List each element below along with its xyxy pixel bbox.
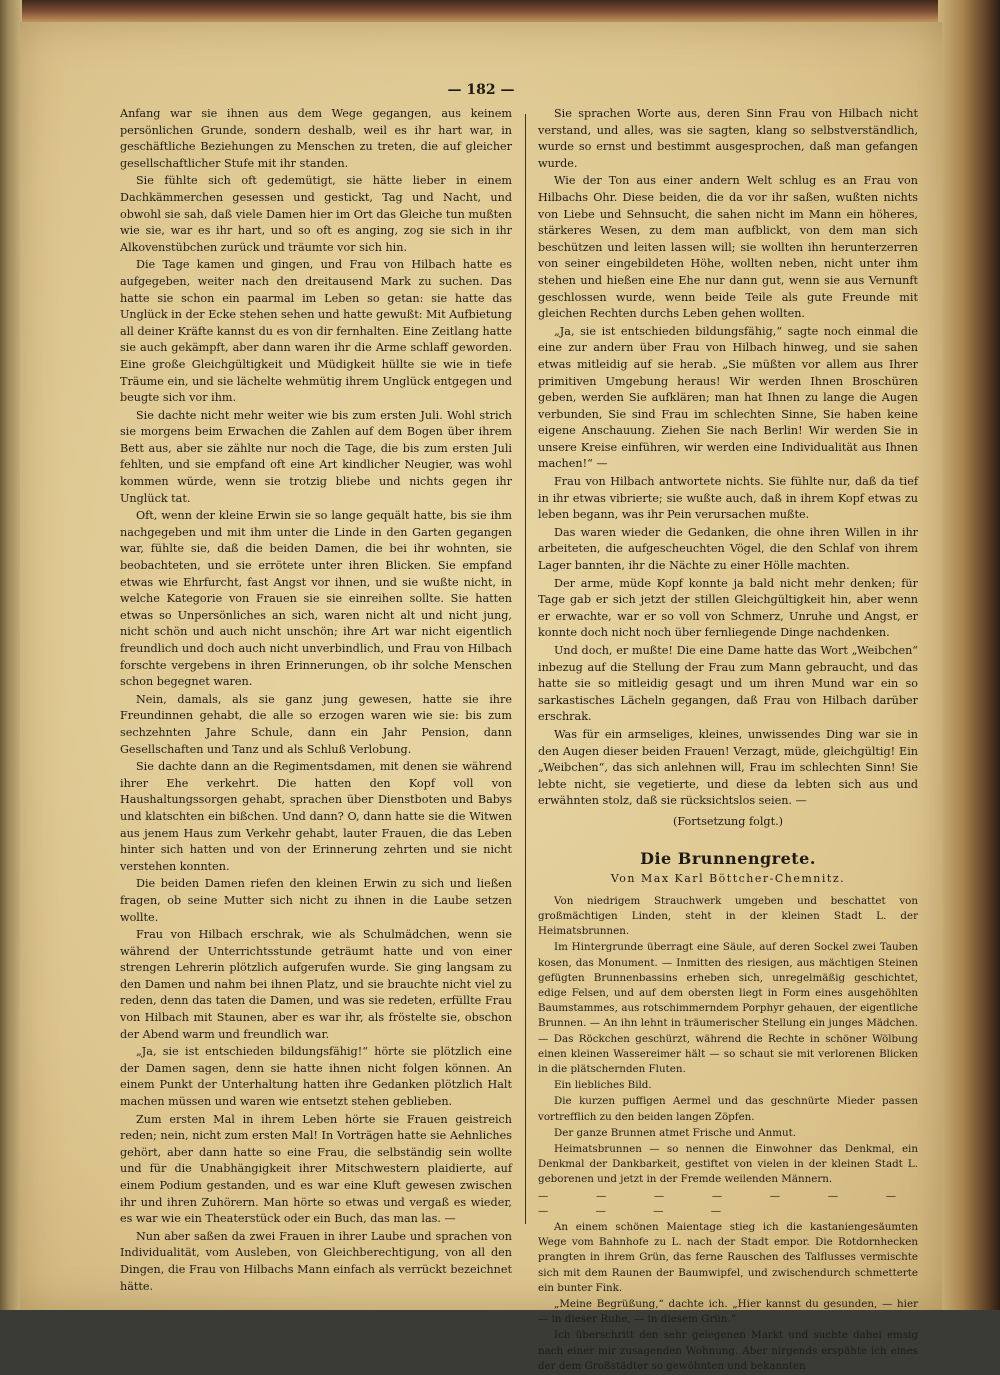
left-paragraph: Die Tage kamen und gingen, und Frau von Hilbach hatte es aufgegeben, weiter nach den dreitausend Mark zu suchen. Das hatte sie schon ein paarmal im Leben so getan: sie hatte das Unglück in der Ecke stehen sehen und hatte gewußt: Mit Aufbietung all deiner Kräfte kannst du es von dir fernhalten. Eine Zeitlang hatte sie auch gekämpft, aber dann waren ihr die Arme schlaff geworden. Eine große Gleichgültigkeit und Müdigkeit hüllte sie wie in tiefe Träume ein, und sie lächelte wehmütig ihrem Unglück entgegen und beugte sich vor ihm. [120, 258, 512, 405]
right-paragraph: Das waren wieder die Gedanken, die ohne ihren Willen in ihr arbeiteten, die aufgescheuchten Vögel, die den Schlaf von ihrem Lager bannten, ihr die Nächte zu einer Hölle machten. [538, 525, 918, 573]
book-spine-left [0, 0, 22, 1310]
left-paragraph: Nein, damals, als sie ganz jung gewesen, hatte sie ihre Freundinnen gehabt, die alle so erzogen waren wie sie: bis zum sechzehnten Jahre Schule, dann ein Jahr Pension, dann Gesellschaften und Tanz und als Schluß Verlobung. [120, 692, 512, 756]
story-paragraph: Von niedrigem Strauchwerk umgeben und beschattet von großmächtigen Linden, steht in der kleinen Stadt L. der Heimatsbrunnen. [538, 894, 918, 938]
continued-note: (Fortsetzung folgt.) [672, 814, 783, 828]
story-byline: Von Max Karl Böttcher-Chemnitz. [610, 872, 846, 886]
right-paragraph: Der arme, müde Kopf konnte ja bald nicht mehr denken; für Tage gab er sich jetzt der stillen Gleichgültigkeit hin, aber wenn er erwachte, war er so voll von Schmerz, Unruhe und Angst, er konnte doch nicht noch über fernliegende Dinge nachdenken. [538, 576, 918, 640]
left-paragraph: Zum ersten Mal in ihrem Leben hörte sie Frauen geistreich reden; nein, nicht zum ersten Mal! In Vorträgen hatte sie Aehnliches gehört, aber dann hatte so eine Frau, die selbständig sein wollte und für die Unabhängigkeit ihrer Mitschwestern plaidierte, auf einem Podium gestanden, und es war eine Kluft gewesen zwischen ihr und ihren Zuhörern. Man hörte so etwas und vergaß es wieder, es war wie ein Theaterstück oder ein Buch, das man las. — [120, 1112, 512, 1226]
page-number: — 182 — [447, 82, 515, 98]
left-paragraph: Die beiden Damen riefen den kleinen Erwin zu sich und ließen fragen, ob seine Mutter sich nicht zu ihnen in die Laube setzen wollte. [120, 877, 512, 924]
book-page-edge-right [938, 0, 1000, 1310]
left-paragraph: Frau von Hilbach erschrak, wie als Schulmädchen, wenn sie während der Unterrichtsstunde geträumt hatte und von einer strengen Lehrerin plötzlich aufgerufen wurde. Sie ging langsam zu den Damen und nahm bei ihnen Platz, und sie brauchte nicht viel zu reden, denn das taten die Damen, und was sie redeten, erfüllte Frau von Hilbach mit Staunen, aber es war ihr, als fröstelte sie, obschon der Abend warm und freundlich war. [120, 928, 512, 1041]
story-paragraph: Im Hintergrunde überragt eine Säule, auf deren Sockel zwei Tauben kosen, das Monument. — Inmitten des riesigen, aus mächtigen Steinen gefügten Brunnenbassins erheben sich, unregelmäßig geschichtet, edige Felsen, und auf dem obersten liegt in Form eines ausgehöhlten Baumstammes, aus rotschimmerndem Porphyr gehauen, der eigentliche Brunnen. — An ihn lehnt in träumerischer Stellung ein junges Mädchen. — Das Röckchen geschürzt, während die Rechte in schöner Wölbung einen kleinen Wassereimer hält — so schaut sie mit verlorenen Blicken in die plätschernden Fluten. [538, 941, 918, 1075]
right-column [538, 106, 918, 1375]
left-column [120, 106, 512, 1296]
story-paragraph: Ein liebliches Bild. [554, 1079, 652, 1092]
right-paragraph: „Ja, sie ist entschieden bildungsfähig,“ sagte noch einmal die eine zur andern über Frau von Hilbach hinweg, und sie sahen etwas mitleidig auf sie herab. „Sie müßten vor allem aus Ihrer primitiven Umgebung heraus! Wir werden Ihnen Broschüren geben, werden Sie aufklären; man hat Ihnen zu lange die Augen verbunden, Sie sind Frau im schlechten Sinne, Sie haben keine eigene Anschauung. Ziehen Sie nach Berlin! Wir werden Sie in unsere Kreise einführen, wir werden eine Individualität aus Ihnen machen!“ — [538, 324, 918, 471]
story-paragraph: Die kurzen puffigen Aermel und das geschnürte Mieder passen vortrefflich zu den beiden langen Zöpfen. [538, 1095, 918, 1123]
right-paragraph: Und doch, er mußte! Die eine Dame hatte das Wort „Weibchen“ inbezug auf die Stellung der Frau zum Mann gebraucht, und das hatte sie so mitleidig gesagt und um ihren Mund war ein so sarkastisches Lächeln gegangen, daß Frau von Hilbach darüber erschrak. [538, 644, 918, 724]
left-paragraph: Oft, wenn der kleine Erwin sie so lange gequält hatte, bis sie ihm nachgegeben und mit ihm unter die Linde in den Garten gegangen war, fühlte sie, daß die beiden Damen, die bei ihr wohnten, sie beobachteten, und sie errötete unter ihren Blicken. Sie empfand etwas wie Ehrfurcht, fast Angst vor ihnen, und sie wußte nicht, in welche Kategorie von Frauen sie sie einreihen sollte. Sie hatten etwas so Unpersönliches an sich, waren nicht alt und nicht jung, nicht schön und auch nicht unschön; ihre Art war nicht eigentlich freundlich und doch auch nicht unverbindlich, und Frau von Hilbach forschte vergebens in ihren Erinnerungen, ob ihr solche Menschen schon begegnet waren. [120, 509, 512, 689]
right-paragraph: Frau von Hilbach antwortete nichts. Sie fühlte nur, daß da tief in ihr etwas vibrierte; sie wußte auch, daß in ihrem Kopf etwas zu leben begann, was ihr Pein verursachen mußte. [538, 475, 918, 522]
story-body [538, 894, 918, 1374]
column-divider [525, 114, 526, 1224]
story-paragraph: Ich überschritt den sehr gelegenen Markt und suchte dabei emsig nach einer mir zusagenden Wohnung. Aber nirgends erspähte ich eines der dem Großstädter so gewöhnten und bekannten [538, 1329, 918, 1372]
right-paragraph: Wie der Ton aus einer andern Welt schlug es an Frau von Hilbachs Ohr. Diese beiden, die da vor ihr saßen, wußten nichts von Liebe und Sehnsucht, die sahen nicht im Mann ein höheres, stärkeres Wesen, zu dem man aufblickt, von dem man sich beschützen und leiten lassen will; sie wollten ihn herunterzerren von seiner eingebildeten Höhe, wollten neben, nicht unter ihm stehen und hießen eine Ehe nur dann gut, wenn sie aus Vernunft geschlossen wurde, wenn beide Teile als gute Freunde mit gleichen Rechten durchs Leben gehen wollten. [538, 174, 918, 321]
right-paragraph: Was für ein armseliges, kleines, unwissendes Ding war sie in den Augen dieser beiden Frauen! Verzagt, müde, gleichgültig! Ein „Weibchen“, das sich anlehnen will, Frau im schlechten Sinn! Sie lebte nicht, sie vegetierte, und diese da lebten sich aus und erwähnten stolz, daß sie rücksichtslos seien. — [538, 727, 918, 808]
left-paragraph: „Ja, sie ist entschieden bildungsfähig!“ hörte sie plötzlich eine der Damen sagen, denn sie hatte ihnen nicht folgen können. An einem Punkt der Unterhaltung hatten ihre Gedanken plötzlich Halt machen müssen und waren wie entsetzt stehen geblieben. [120, 1045, 512, 1109]
story-paragraph: Der ganze Brunnen atmet Frische und Anmut. [554, 1126, 797, 1139]
left-paragraph: Sie fühlte sich oft gedemütigt, sie hätte lieber in einem Dachkämmerchen gesessen und gestickt, Tag und Nacht, und obwohl sie sah, daß viele Damen hier im Ort das Gleiche tun mußten wie sie, war es ihr hart, und so oft es anging, zog sie sich in ihr Alkovenstübchen zurück und träumte vor sich hin. [120, 174, 512, 254]
story-title: Die Brunnengrete. [640, 848, 816, 868]
section-dash-separator: — — — — — — — — — — — [538, 1189, 918, 1217]
right-paragraph: Sie sprachen Worte aus, deren Sinn Frau von Hilbach nicht verstand, und alles, was sie sagten, klang so selbstverständlich, wurde so ernst und bestimmt ausgesprochen, daß man gefangen wurde. [538, 107, 918, 170]
left-paragraph: Sie dachte nicht mehr weiter wie bis zum ersten Juli. Wohl strich sie morgens beim Erwachen die Zahlen auf dem Bogen über ihrem Bett aus, aber sie zählte nur noch die Tage, die bis zum ersten Juli fehlten, und sie empfand oft eine Art kindlicher Neugier, was wohl kommen würde, wenn sie trotzig bliebe und nichts gegen ihr Unglück tat. [120, 408, 512, 505]
left-paragraph: Sie dachte dann an die Regimentsdamen, mit denen sie während ihrer Ehe verkehrt. Die hatten den Kopf voll von Haushaltungssorgen gehabt, sprachen über Dienstboten und Babys und klatschten ein bißchen. Und dann? O, dann hatte sie die Witwen aus jenem Haus zum Verkehr gehabt, lauter Frauen, die das Leben hinter sich hatten und von der Erinnerung zehrten und sie nicht verstehen konnten. [120, 760, 512, 873]
story-paragraph: Heimatsbrunnen — so nennen die Einwohner das Denkmal, ein Denkmal der Dankbarkeit, gestiftet von vielen in der kleinen Stadt L. geborenen und jetzt in der Fremde weilenden Männern. [538, 1142, 918, 1186]
newspaper-page [20, 22, 942, 1372]
story-paragraph: „Meine Begrüßung,“ dachte ich. „Hier kannst du gesunden, — hier — in dieser Ruhe, — in diesem Grün.“ [538, 1298, 918, 1326]
story-paragraph: An einem schönen Maientage stieg ich die kastaniengesäumten Wege vom Bahnhofe zu L. nach der Stadt empor. Die Rotdornhecken prangten in ihrem Grün, das ferne Rauschen des Talflusses vermischte sich mit dem Raunen der Baumwipfel, und zwischendurch schmetterte ein bunter Fink. [538, 1220, 918, 1294]
left-paragraph: Nun aber saßen da zwei Frauen in ihrer Laube und sprachen von Individualität, vom Ausleben, von Gleichberechtigung, von all den Dingen, die Frau von Hilbachs Mann einfach als verrückt bezeichnet hätte. [120, 1229, 512, 1293]
left-paragraph: Anfang war sie ihnen aus dem Wege gegangen, aus keinem persönlichen Grunde, sondern deshalb, weil es ihr hart war, in geschäftliche Beziehungen zu Menschen zu treten, die auf gleicher gesellschaftlicher Stufe mit ihr standen. [120, 107, 512, 170]
